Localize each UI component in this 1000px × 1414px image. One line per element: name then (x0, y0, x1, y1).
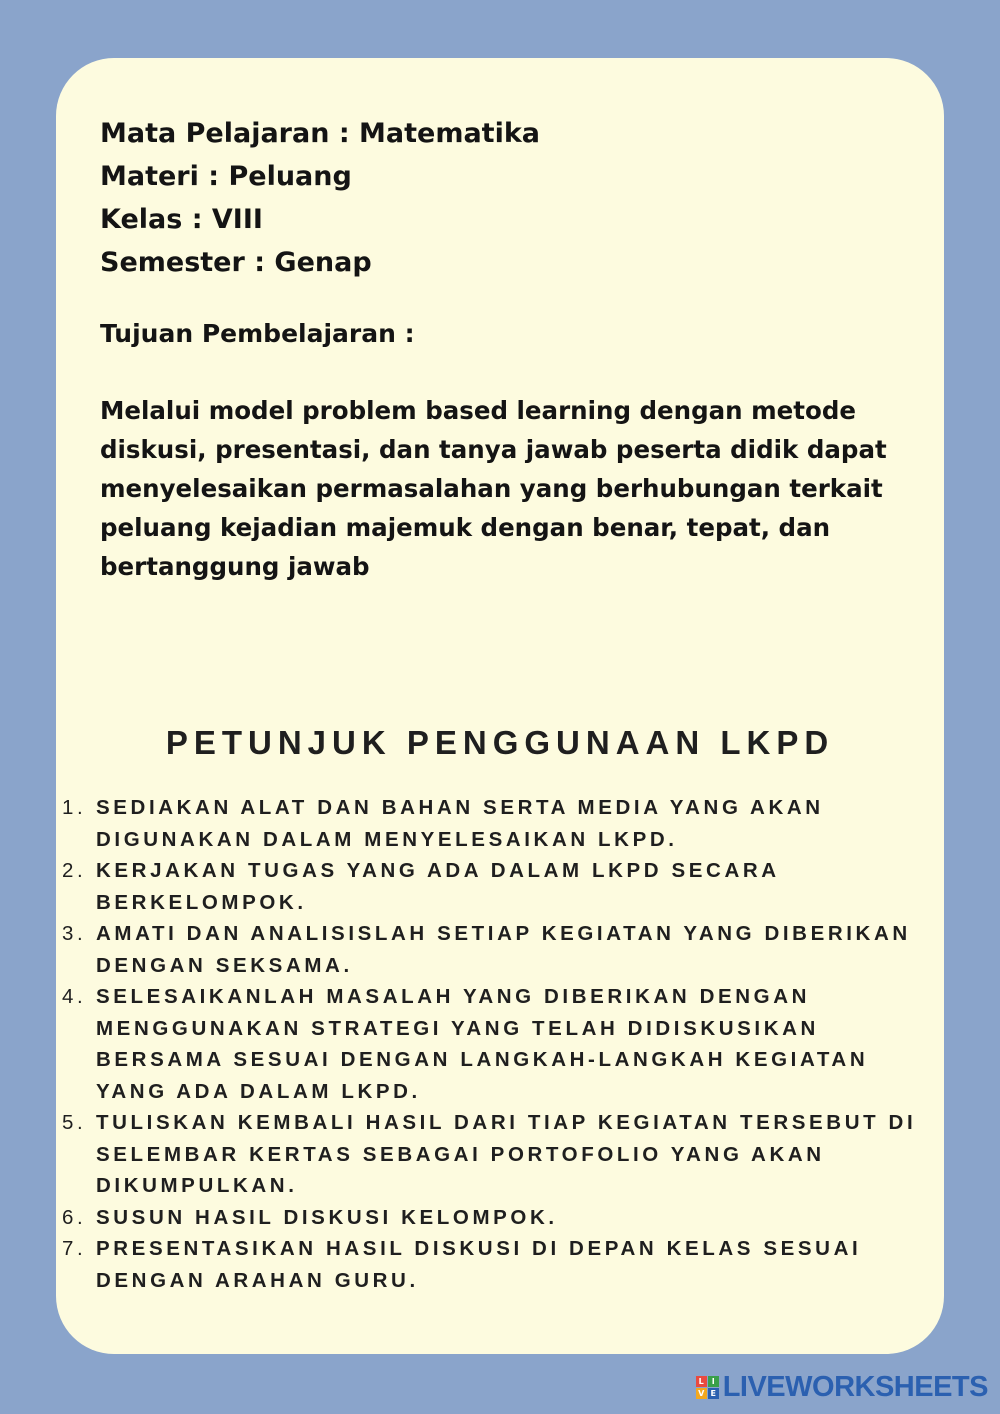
instruction-item (62, 1107, 942, 1202)
instructions-title: PETUNJUK PENGGUNAAN LKPD (165, 724, 835, 761)
logo-letter: L (696, 1376, 707, 1387)
instruction-item (62, 792, 942, 855)
subject-line: Mata Pelajaran : Matematika (100, 118, 541, 149)
instruction-item (62, 981, 942, 1107)
logo-text: LIVEWORKSHEETS (722, 1371, 988, 1403)
instruction-number: 1. (62, 796, 87, 819)
instruction-number: 6. (62, 1205, 87, 1229)
logo-letter: I (708, 1376, 719, 1387)
instruction-number: 5. (62, 1111, 87, 1134)
learning-goal-text: Melalui model problem based learning dengan metode diskusi, presentasi, dan tanya jawab peserta didik dapat menyelesaikan permasalahan yang berhubungan terkait peluang kejadian majemuk dengan benar, tepat, dan bertanggung jawab (100, 396, 887, 581)
instruction-text: SUSUN HASIL DISKUSI KELOMPOK. (96, 1205, 558, 1229)
material-line: Materi : Peluang (100, 161, 352, 192)
instructions-list (62, 792, 942, 1296)
semester-line: Semester : Genap (100, 247, 372, 278)
instruction-item (62, 855, 942, 918)
lesson-info (100, 112, 920, 586)
learning-goal-title: Tujuan Pembelajaran : (100, 319, 415, 348)
instruction-text: KERJAKAN TUGAS YANG ADA DALAM LKPD SECARA BERKELOMPOK. (96, 859, 779, 914)
instruction-number: 4. (62, 985, 87, 1008)
instruction-number: 7. (62, 1237, 87, 1260)
instruction-text: SEDIAKAN ALAT DAN BAHAN SERTA MEDIA YANG AKAN DIGUNAKAN DALAM MENYELESAIKAN LKPD. (96, 796, 824, 851)
instruction-text: AMATI DAN ANALISISLAH SETIAP KEGIATAN YANG DIBERIKAN DENGAN SEKSAMA. (96, 922, 911, 977)
logo-letter: V (696, 1388, 707, 1399)
instruction-text: SELESAIKANLAH MASALAH YANG DIBERIKAN DENGAN MENGGUNAKAN STRATEGI YANG TELAH DIDISKUSIKAN BERSAMA SESUAI DENGAN LANGKAH-LANGKAH KEGIATAN YANG ADA DALAM LKPD. (96, 985, 869, 1103)
logo-letter: E (708, 1388, 719, 1399)
instruction-number: 2. (62, 859, 87, 882)
instruction-item (62, 1202, 942, 1234)
instruction-text: PRESENTASIKAN HASIL DISKUSI DI DEPAN KELAS SESUAI DENGAN ARAHAN GURU. (96, 1237, 862, 1292)
instruction-item (62, 1233, 942, 1296)
class-line: Kelas : VIII (100, 204, 263, 235)
instruction-number: 3. (62, 922, 87, 945)
instruction-item (62, 918, 942, 981)
instruction-text: TULISKAN KEMBALI HASIL DARI TIAP KEGIATAN TERSEBUT DI SELEMBAR KERTAS SEBAGAI PORTOFOLIO YANG AKAN DIKUMPULKAN. (96, 1111, 917, 1197)
liveworksheets-mark-icon (696, 1376, 719, 1399)
liveworksheets-logo (696, 1371, 988, 1404)
